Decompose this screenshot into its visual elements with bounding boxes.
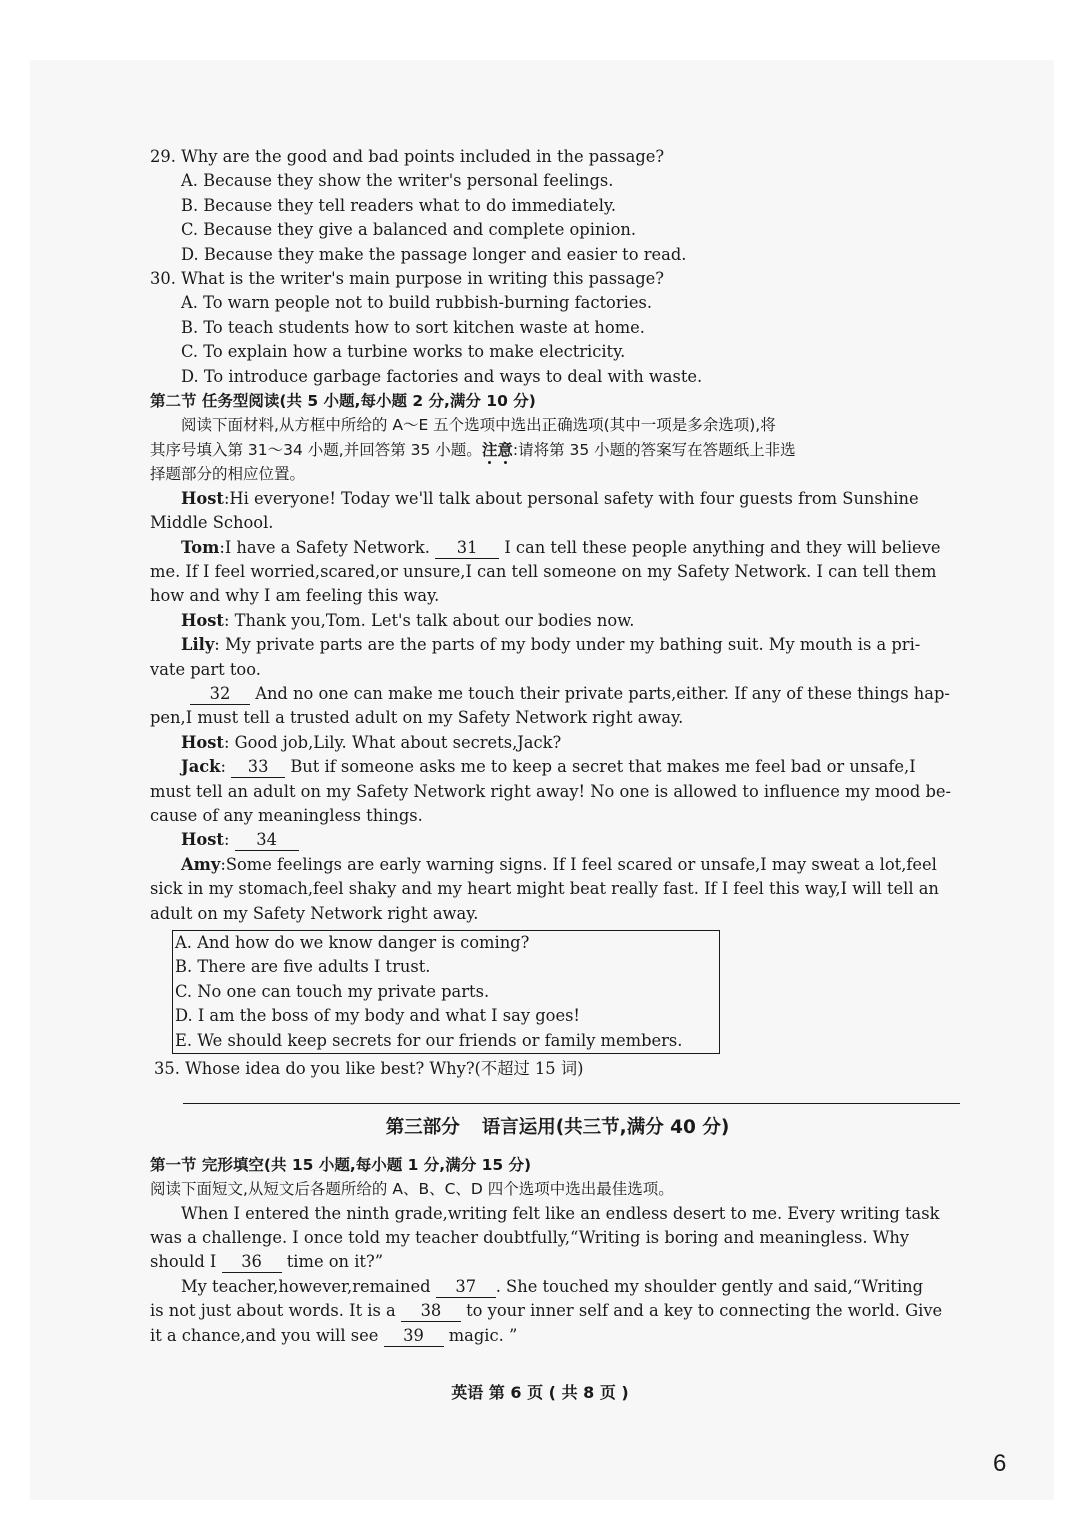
blank-37[interactable]: 37 [436,1277,496,1298]
dialogue-text: : My private parts are the parts of my body under my bathing suit. My mouth is a pri- [214,635,921,655]
dialogue-lily [150,633,965,657]
box-option-d: D. I am the boss of my body and what I say goes! [175,1006,580,1026]
question-35: 35. Whose idea do you like best? Why?(不超过 15 词) [154,1059,584,1079]
speaker-host: Host [181,610,224,630]
cloze-line-3 [150,1250,965,1274]
options-box [172,930,720,1054]
dialogue-text: But if someone asks me to keep a secret that makes me feel bad or unsafe,I [290,757,916,777]
section-2-instruction-line-1: 阅读下面材料,从方框中所给的 A～E 五个选项中选出正确选项(其中一项是多余选项),将 [181,416,776,435]
dialogue-tom [150,536,965,560]
blank-38[interactable]: 38 [401,1301,461,1322]
section-1-heading: 第一节 完形填空(共 15 小题,每小题 1 分,满分 15 分) [150,1155,532,1174]
speaker-host: Host [181,488,224,508]
instruction-text: :请将第 35 小题的答案写在答题纸上非选 [512,440,796,459]
corner-page-number: 6 [993,1450,1007,1477]
section-2-heading: 第二节 任务型阅读(共 5 小题,每小题 2 分,满分 10 分) [150,392,536,411]
speaker-lily: Lily [181,635,215,655]
exam-content [150,145,965,1348]
section-1-instruction: 阅读下面短文,从短文后各题所给的 A、B、C、D 四个选项中选出最佳选项。 [150,1180,674,1199]
question-29-option-a: A. Because they show the writer's personal feelings. [181,171,614,191]
dialogue-text-line: me. If I feel worried,scared,or unsure,I can tell someone on my Safety Network. I can tell them [150,561,937,581]
speaker-tom: Tom [181,537,220,557]
dialogue-text-line: adult on my Safety Network right away. [150,903,479,923]
box-option-b: B. There are five adults I trust. [175,957,431,977]
speaker-jack: Jack [181,757,221,777]
dialogue-text-line: Middle School. [150,513,274,533]
dialogue-amy [150,853,965,877]
part-3-subtitle: 语言运用(共三节,满分 40 分) [481,1117,730,1139]
page-footer: 英语 第 6 页 ( 共 8 页 ) [451,1383,629,1402]
dialogue-text-line: cause of any meaningless things. [150,805,423,825]
dialogue-text: I can tell these people anything and they will believe [504,537,941,557]
blank-32[interactable]: 32 [190,684,250,705]
dialogue-host-2 [150,609,965,633]
cloze-line-1: When I entered the ninth grade,writing felt like an endless desert to me. Every writing task [181,1203,940,1223]
cloze-line-5 [150,1299,965,1323]
dialogue-text: :Hi everyone! Today we'll talk about personal safety with four guests from Sunshine [223,488,919,508]
section-2-instruction-line-3: 择题部分的相应位置。 [150,465,306,484]
blank-39[interactable]: 39 [384,1326,444,1347]
question-30-option-d: D. To introduce garbage factories and ways to deal with waste. [181,366,703,386]
emphasis-char: 注 [481,440,498,459]
box-option-c: C. No one can touch my private parts. [175,981,490,1001]
cloze-line-2: was a challenge. I once told my teacher doubtfully,“Writing is boring and meaningless. Why [150,1228,910,1248]
box-option-a: A. And how do we know danger is coming? [175,933,530,952]
cloze-text: to your inner self and a key to connecting the world. Give [466,1301,943,1321]
blank-33[interactable]: 33 [231,757,285,778]
dialogue-text-line: must tell an adult on my Safety Network right away! No one is allowed to influence my mood be- [150,781,952,801]
part-3-label: 第三部分 [385,1117,460,1139]
blank-36[interactable]: 36 [222,1252,282,1273]
section-2-instruction-line-2 [150,438,965,462]
cloze-text: . She touched my shoulder gently and said,“Writing [495,1276,924,1296]
emphasis-char: 意 [497,440,513,459]
dialogue-jack: Jack: 33 But if someone asks me to keep a secret that makes me feel bad or unsafe,I [181,757,916,777]
question-29-stem: 29. Why are the good and bad points included in the passage? [150,147,665,166]
dialogue-text-line: how and why I am feeling this way. [150,586,440,606]
dialogue-host-1 [150,487,965,511]
speaker-host: Host [181,830,224,850]
question-30-option-b: B. To teach students how to sort kitchen waste at home. [181,317,645,337]
cloze-text: should I [150,1252,217,1272]
speaker-amy: Amy [181,854,221,874]
blank-34[interactable]: 34 [235,830,299,851]
cloze-text: My teacher,however,remained [181,1276,431,1296]
cloze-text: is not just about words. It is a [150,1301,396,1321]
dialogue-host-4: Host: 34 [150,828,965,852]
cloze-text: magic. ” [448,1325,518,1345]
instruction-text: 其序号填入第 31～34 小题,并回答第 35 小题。 [150,440,482,459]
box-option-e: E. We should keep secrets for our friends or family members. [175,1030,683,1050]
dialogue-text: : Thank you,Tom. Let's talk about our bodies now. [223,610,635,630]
blank-31[interactable]: 31 [435,538,499,559]
dialogue-text-line: vate part too. [150,659,261,679]
question-29-option-d: D. Because they make the passage longer and easier to read. [181,244,687,264]
dialogue-text: :I have a Safety Network. [219,537,430,557]
cloze-line-4 [150,1275,965,1299]
dialogue-lily-continued [150,682,965,706]
question-29-option-b: B. Because they tell readers what to do immediately. [181,195,617,215]
dialogue-text: And no one can make me touch their private parts,either. If any of these things hap- [255,683,950,703]
dialogue-host-3 [150,731,965,755]
question-30-option-c: C. To explain how a turbine works to make electricity. [181,342,626,362]
dialogue-text: : Good job,Lily. What about secrets,Jack? [223,732,562,752]
question-30-stem: 30. What is the writer's main purpose in writing this passage? [150,269,665,289]
dialogue-text-line: pen,I must tell a trusted adult on my Safety Network right away. [150,708,684,728]
dialogue-text: :Some feelings are early warning signs. If I feel scared or unsafe,I may sweat a lot,feel [220,854,937,874]
cloze-text: it a chance,and you will see [150,1325,379,1345]
question-29-option-c: C. Because they give a balanced and complete opinion. [181,220,637,240]
speaker-host: Host [181,732,224,752]
cloze-text: time on it?” [286,1252,384,1272]
part-3-title [150,1116,965,1140]
cloze-line-6 [150,1324,965,1348]
section-divider [183,1103,960,1104]
dialogue-text-line: sick in my stomach,feel shaky and my heart might beat really fast. If I feel this way,I will tell an [150,879,939,899]
question-30-option-a: A. To warn people not to build rubbish-burning factories. [181,293,652,313]
